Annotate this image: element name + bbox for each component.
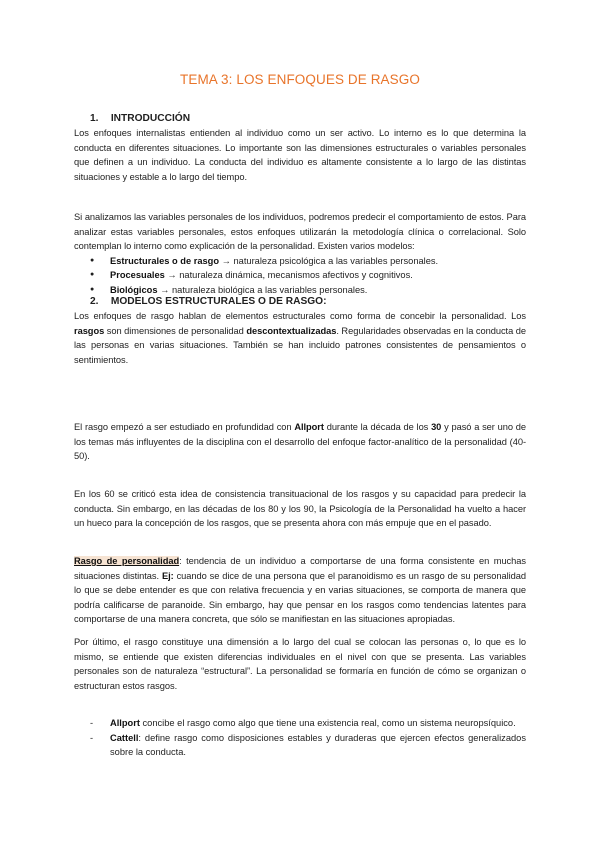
list-text: : define rasgo como disposiciones estables y duraderas que ejercen efectos generalizados sobre la conducta.	[110, 732, 526, 758]
list-term: Biológicos	[110, 284, 158, 295]
paragraph	[74, 420, 526, 464]
text-run: y pasó a ser uno de los temas más influyentes de la disciplina con el desarrollo del enfoque factor-analítico de la personalidad (40-50).	[74, 422, 526, 462]
section-introduccion	[74, 112, 526, 184]
list-text: → naturaleza biológica a las variables personales.	[157, 284, 368, 295]
list-term: Allport	[110, 718, 140, 728]
text-run: Los enfoques de rasgo hablan de elementos estructurales como forma de concebir la personalidad. Los	[74, 311, 526, 321]
definition-paragraph-block	[74, 554, 526, 627]
paragraph: En los 60 se criticó esta idea de consistencia transituacional de los rasgos y su capacidad para predecir la conducta. Sin embargo, en las décadas de los 80 y los 90, la Psicología de la Personalidad ha vuelto a hacer un hueco para la concepción de los rasgos, que se presenta ahora con más empuje que en el pasado.	[74, 489, 526, 529]
paragraph	[74, 554, 526, 627]
text-run: durante la década de los	[323, 422, 432, 432]
bold-term: rasgos	[74, 325, 105, 336]
section-heading	[74, 295, 526, 309]
list-term: Procesuales	[110, 270, 165, 281]
section-modelos	[74, 295, 526, 367]
section-number: 2.	[90, 296, 99, 307]
list-text: → naturaleza dinámica, mecanismos afectivos y cognitivos.	[164, 270, 413, 281]
allport-paragraph-block	[74, 420, 526, 464]
list-item	[74, 254, 526, 269]
bold-term: 30	[431, 422, 442, 432]
paragraph: Los enfoques internalistas entienden al individuo como un ser activo. Lo interno es lo que determina la conducta en diferentes situaciones. Lo importante son las dimensiones estructurales o variables personales que definen a un individuo. La conducta del individuo es altamente consistente a lo largo de las distintas situaciones y estable a lo largo del tiempo.	[74, 128, 526, 182]
bold-term: descontextualizadas	[246, 325, 337, 336]
paragraph: Si analizamos las variables personales de los individuos, podremos predecir el comportamiento de estos. Para analizar estas variables personales, estos enfoques utilizarán la metodología clínica o correlacional. Solo contemplan lo interno como explicación de la personalidad. Existen varios modelos:	[74, 212, 526, 252]
section-title: MODELOS ESTRUCTURALES O DE RASGO:	[110, 296, 327, 307]
text-run: El rasgo empezó a ser estudiado en profundidad con	[74, 422, 295, 432]
highlighted-term: Rasgo de personalidad	[74, 556, 180, 566]
paragraph	[74, 309, 526, 367]
list-item	[74, 731, 526, 760]
section-title: INTRODUCCIÓN	[110, 113, 191, 124]
section-number: 1.	[90, 113, 99, 124]
paragraph: Por último, el rasgo constituye una dimensión a lo largo del cual se colocan las personas o, lo que es lo mismo, se entiende que existen diferencias individuales en el nivel con que se presenta. Las variables personales son de naturaleza “estructural”. La personalidad se formaría en función de cómo se organizan o estructuran estos rasgos.	[74, 637, 526, 691]
authors-list-block	[74, 716, 526, 760]
criticism-paragraph-block	[74, 487, 526, 531]
text-run: son dimensiones de personalidad	[104, 325, 247, 336]
bold-term: Allport	[294, 422, 324, 432]
list-term: Estructurales o de rasgo	[110, 255, 220, 266]
text-run: . Regularidades observadas en la conducta de las personas en varias situaciones. También se han incluido patrones consistentes de pensamientos o sentimientos.	[74, 325, 526, 365]
list-text: concibe el rasgo como algo que tiene una existencia real, como un sistema neuropsíquico.	[139, 718, 516, 728]
section-heading	[74, 112, 526, 126]
bold-term: Ej:	[161, 570, 174, 581]
section-introduccion-cont	[74, 210, 526, 298]
final-paragraph-block	[74, 635, 526, 693]
text-run: cuando se dice de una persona que el paranoidismo es un rasgo de su personalidad lo que se debe entender es que con relativa frecuencia y en varias situaciones, se comporta de manera que podría calificarse de paranoide. Sin embargo, hay que pensar en los rasgos como tendencias latentes para comportarse de una manera concreta, que sólo se manifiestan en las situaciones apropiadas.	[74, 570, 527, 625]
list-term: Cattell	[110, 732, 139, 743]
list-item	[74, 268, 526, 283]
list-text: → naturaleza psicológica a las variables personales.	[219, 255, 439, 266]
authors-list	[74, 716, 526, 760]
models-list	[74, 254, 526, 298]
list-item	[74, 716, 526, 731]
text-run: : tendencia de un individuo a comportarse de una forma consistente en muchas situaciones distintas.	[74, 556, 527, 581]
document-title: TEMA 3: LOS ENFOQUES DE RASGO	[180, 72, 420, 87]
